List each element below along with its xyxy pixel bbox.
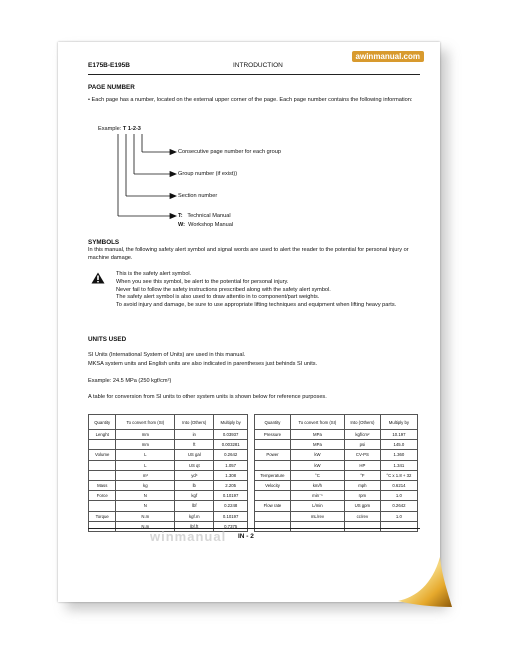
- table-cell: Torque: [89, 511, 116, 521]
- table-cell: HP: [344, 460, 380, 470]
- table-row: [255, 450, 418, 460]
- table-cell: 0.7375: [214, 521, 248, 531]
- page-number-heading: PAGE NUMBER: [88, 84, 135, 91]
- symbols-intro: In this manual, the following safety alert symbol and signal words are used to alert the reader to the potential for personal injury or machine damage.: [88, 247, 409, 261]
- column-header: Into (Others): [175, 415, 214, 430]
- symbols-line: Never fail to follow the safety instructions prescribed along with the safety alert symbol.: [116, 286, 331, 293]
- table-cell: kg: [116, 480, 175, 490]
- table-cell: lb: [175, 480, 214, 490]
- table-cell: 1.360: [380, 450, 417, 460]
- table-cell: [255, 460, 291, 470]
- table-cell: 0.10197: [214, 491, 248, 501]
- table-cell: Mass: [89, 480, 116, 490]
- column-header: Quantity: [89, 415, 116, 430]
- table-row: [255, 491, 418, 501]
- table-cell: mph: [344, 480, 380, 490]
- units-table-intro: A table for conversion from SI units to other system units is shown below for reference purposes.: [88, 394, 327, 400]
- table-cell: [89, 460, 116, 470]
- table-cell: 1.0: [380, 491, 417, 501]
- table-cell: 1.057: [214, 460, 248, 470]
- footer-rule: [88, 528, 420, 529]
- table-row: [89, 430, 248, 440]
- column-header: Into (Others): [344, 415, 380, 430]
- table-cell: yd³: [175, 470, 214, 480]
- table-cell: MPa: [290, 440, 344, 450]
- table-cell: psi: [344, 440, 380, 450]
- document-page: [58, 42, 440, 602]
- table-cell: [290, 521, 344, 531]
- table-cell: °F: [344, 470, 380, 480]
- table-row: [89, 480, 248, 490]
- footer-watermark: winmanual: [150, 529, 227, 544]
- table-cell: 10.197: [380, 430, 417, 440]
- table-cell: N: [116, 501, 175, 511]
- table-cell: [255, 440, 291, 450]
- table-row: [89, 440, 248, 450]
- symbols-line: This is the safety alert symbol.: [116, 271, 192, 277]
- arrow-icon: [170, 150, 176, 155]
- table-cell: L/min: [290, 501, 344, 511]
- section-title: INTRODUCTION: [233, 62, 283, 69]
- table-cell: Lenght: [89, 430, 116, 440]
- table-cell: min⁻¹: [290, 491, 344, 501]
- symbols-line: The safety alert symbol is also used to draw attentio in to component/part weights.: [116, 294, 320, 301]
- table-row: [255, 430, 418, 440]
- arrow-icon: [170, 172, 176, 177]
- units-line-2: MKSA system units and English units are also indicated in parentheses just behinds SI units.: [88, 361, 318, 367]
- table-row: [89, 450, 248, 460]
- arrow-icon: [170, 194, 176, 199]
- table-row: [255, 460, 418, 470]
- w-text: Workshop Manual: [188, 222, 234, 228]
- table-row: [255, 501, 418, 511]
- conversion-tables: [88, 414, 418, 534]
- table-cell: 0.003281: [214, 440, 248, 450]
- table-cell: [255, 511, 291, 521]
- example-label: Example:: [98, 126, 122, 132]
- table-cell: 0.2248: [214, 501, 248, 511]
- table-cell: CV-PS: [344, 450, 380, 460]
- table-cell: Velocity: [255, 480, 291, 490]
- table-cell: US gpm: [344, 501, 380, 511]
- table-row: [89, 491, 248, 501]
- table-cell: kgf: [175, 491, 214, 501]
- safety-alert-icon: [91, 272, 105, 284]
- table-cell: in: [175, 430, 214, 440]
- symbols-line: When you see this symbol, be alert to the potential for personal injury.: [116, 278, 289, 285]
- table-row: [255, 440, 418, 450]
- tree-item-group: Group number (if exist)): [178, 171, 238, 177]
- table-cell: km/h: [290, 480, 344, 490]
- table-cell: kgf.m: [175, 511, 214, 521]
- table-cell: Power: [255, 450, 291, 460]
- symbols-description: [116, 271, 416, 310]
- table-row: [255, 511, 418, 521]
- table-cell: Volume: [89, 450, 116, 460]
- table-cell: US qt: [175, 460, 214, 470]
- units-line-1: SI Units (International System of Units) are used in this manual.: [88, 352, 246, 358]
- symbols-heading: SYMBOLS: [88, 239, 120, 246]
- table-cell: rpm: [344, 491, 380, 501]
- conversion-table-right: [254, 414, 418, 532]
- page-header: [88, 62, 420, 75]
- table-cell: Temperature: [255, 470, 291, 480]
- table-cell: Pressure: [255, 430, 291, 440]
- units-heading: UNITS USED: [88, 336, 127, 343]
- page-number-diagram: [114, 134, 184, 224]
- example-line: [98, 126, 141, 134]
- t-code: T:: [178, 213, 183, 219]
- model-label: E175B-E195B: [88, 62, 130, 69]
- symbols-line: To avoid injury and damage, be sure to use appropriate lifting techniques and equipment when lifting heavy parts.: [116, 302, 397, 309]
- table-cell: US gal: [175, 450, 214, 460]
- table-cell: mL/rev: [290, 511, 344, 521]
- table-cell: N: [116, 491, 175, 501]
- w-code: W:: [178, 222, 186, 228]
- table-cell: [255, 521, 291, 531]
- table-cell: Force: [89, 491, 116, 501]
- page-curl-icon: [398, 557, 454, 613]
- table-cell: 0.6214: [380, 480, 417, 490]
- watermark-badge: awinmanual.com: [352, 51, 424, 62]
- page-number-text: • Each page has a number, located on the external upper corner of the page. Each page number contains the following information:: [88, 97, 413, 103]
- arrow-icon: [170, 214, 176, 219]
- column-header: Quantity: [255, 415, 291, 430]
- page-number: IN - 2: [238, 533, 254, 540]
- table-row: [89, 470, 248, 480]
- table-cell: 0.2642: [214, 450, 248, 460]
- tree-item-section: Section number: [178, 193, 218, 199]
- tree-item-workshop: [178, 222, 233, 228]
- table-cell: mm: [116, 430, 175, 440]
- table-cell: 1.341: [380, 460, 417, 470]
- table-cell: lbf: [175, 501, 214, 511]
- table-row: [89, 460, 248, 470]
- table-cell: kgf/cm²: [344, 430, 380, 440]
- table-cell: [89, 521, 116, 531]
- table-row: [255, 480, 418, 490]
- column-header: To convert from (SI): [116, 415, 175, 430]
- table-cell: N.m: [116, 521, 175, 531]
- table-cell: [89, 440, 116, 450]
- table-cell: [344, 521, 380, 531]
- table-cell: 2.205: [214, 480, 248, 490]
- table-cell: lbf.ft: [175, 521, 214, 531]
- example-value: T 1-2-3: [122, 126, 141, 132]
- table-cell: L: [116, 460, 175, 470]
- table-cell: 1.308: [214, 470, 248, 480]
- column-header: Multiply by: [380, 415, 417, 430]
- table-cell: °C: [290, 470, 344, 480]
- table-cell: [380, 521, 417, 531]
- table-row: [255, 470, 418, 480]
- tree-item-technical: [178, 213, 231, 219]
- t-text: Technical Manual: [187, 213, 231, 219]
- table-cell: 0.03937: [214, 430, 248, 440]
- table-cell: N.m: [116, 511, 175, 521]
- table-cell: 145.0: [380, 440, 417, 450]
- column-header: To convert from (SI): [290, 415, 344, 430]
- table-cell: m³: [116, 470, 175, 480]
- table-cell: [89, 470, 116, 480]
- column-header: Multiply by: [214, 415, 248, 430]
- table-cell: [255, 491, 291, 501]
- table-cell: L: [116, 450, 175, 460]
- table-row: [89, 501, 248, 511]
- tree-item-page: Consecutive page number for each group: [178, 149, 281, 155]
- table-cell: Flow rate: [255, 501, 291, 511]
- table-cell: kW: [290, 450, 344, 460]
- table-cell: °C x 1.8 + 32: [380, 470, 417, 480]
- units-example: Example: 24.5 MPa (250 kgf/cm²): [88, 378, 172, 384]
- table-cell: 0.2642: [380, 501, 417, 511]
- table-cell: 1.0: [380, 511, 417, 521]
- table-row: [255, 521, 418, 531]
- table-cell: kW: [290, 460, 344, 470]
- table-cell: 0.10197: [214, 511, 248, 521]
- table-cell: MPa: [290, 430, 344, 440]
- table-cell: mm: [116, 440, 175, 450]
- conversion-table-left: [88, 414, 248, 532]
- table-row: [89, 511, 248, 521]
- table-cell: [89, 501, 116, 511]
- table-cell: ft: [175, 440, 214, 450]
- table-cell: cc/rev: [344, 511, 380, 521]
